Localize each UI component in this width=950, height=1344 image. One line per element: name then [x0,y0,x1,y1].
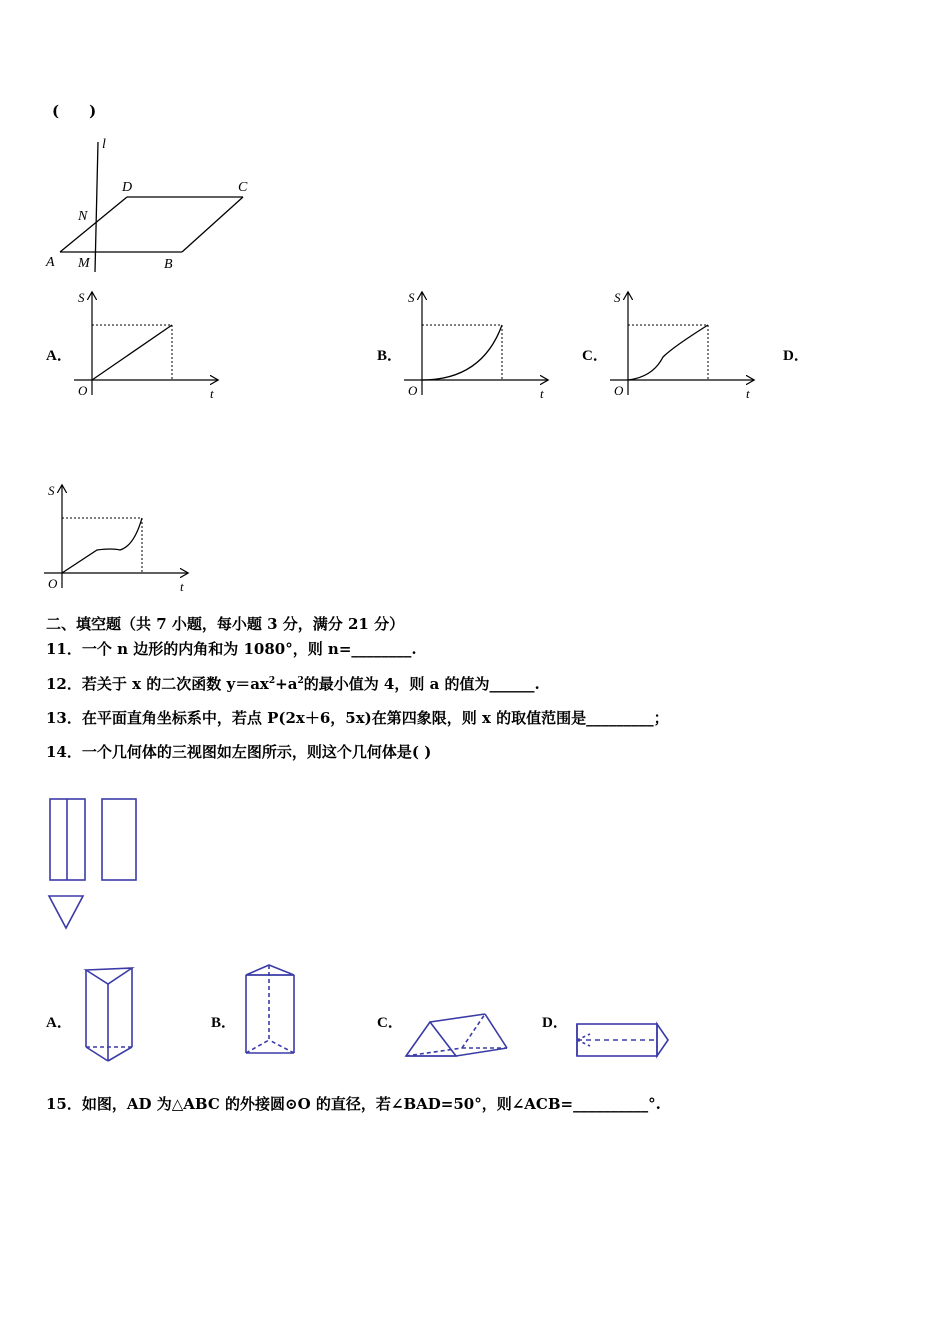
label-N: N [78,209,88,224]
graph-c [608,285,763,405]
q14-option-a[interactable]: A． [46,1015,72,1031]
axis-o: O [48,576,58,591]
q14-option-d[interactable]: D． [542,1015,568,1031]
q10-option-c[interactable]: C． [582,348,608,364]
q10-option-d[interactable]: D． [783,348,809,364]
axis-t: t [540,386,544,401]
three-views-figure [45,795,145,935]
q10-option-a[interactable]: A． [46,348,72,364]
label-D: D [122,180,133,195]
label-A: A [46,255,55,270]
label-l: l [102,137,106,152]
question-13: 13．在平面直角坐标系中，若点 P(2x＋6，5x)在第四象限，则 x 的取值范围是_________； [46,709,669,727]
axis-s: S [614,290,621,305]
parallelogram-figure [40,130,270,275]
q10-answer-bracket: ( ) [52,102,97,120]
axis-o: O [614,383,624,398]
axis-t: t [180,579,184,594]
question-14: 14．一个几何体的三视图如左图所示，则这个几何体是( ) [46,743,432,761]
axis-o: O [78,383,88,398]
axis-s: S [78,290,85,305]
solid-c [400,1008,515,1063]
q14-option-c[interactable]: C． [377,1015,403,1031]
question-15: 15．如图，AD 为△ABC 的外接圆⊙O 的直径，若∠BAD=50°，则∠ACB=__________°. [46,1095,661,1113]
graph-a [72,285,227,405]
solid-b [240,960,305,1060]
axis-o: O [408,383,418,398]
label-B: B [164,257,173,272]
axis-s: S [408,290,415,305]
axis-t: t [746,386,750,401]
solid-a [80,962,140,1067]
axis-t: t [210,386,214,401]
question-12: 12．若关于 x 的二次函数 $y=ax^2+a^2$的最小值为 4，则 a 的值为______. [46,675,540,693]
axis-s: S [48,483,55,498]
section-heading: 二、填空题（共 7 小题，每小题 3 分，满分 21 分） [46,615,405,633]
graph-b [402,285,557,405]
solid-d [572,1018,672,1063]
question-11: 11．一个 n 边形的内角和为 1080°，则 n=________. [46,640,417,658]
label-C: C [238,180,248,195]
label-M: M [78,256,90,271]
q10-option-b[interactable]: B． [377,348,403,364]
q14-option-b[interactable]: B． [211,1015,237,1031]
graph-d [42,480,197,600]
